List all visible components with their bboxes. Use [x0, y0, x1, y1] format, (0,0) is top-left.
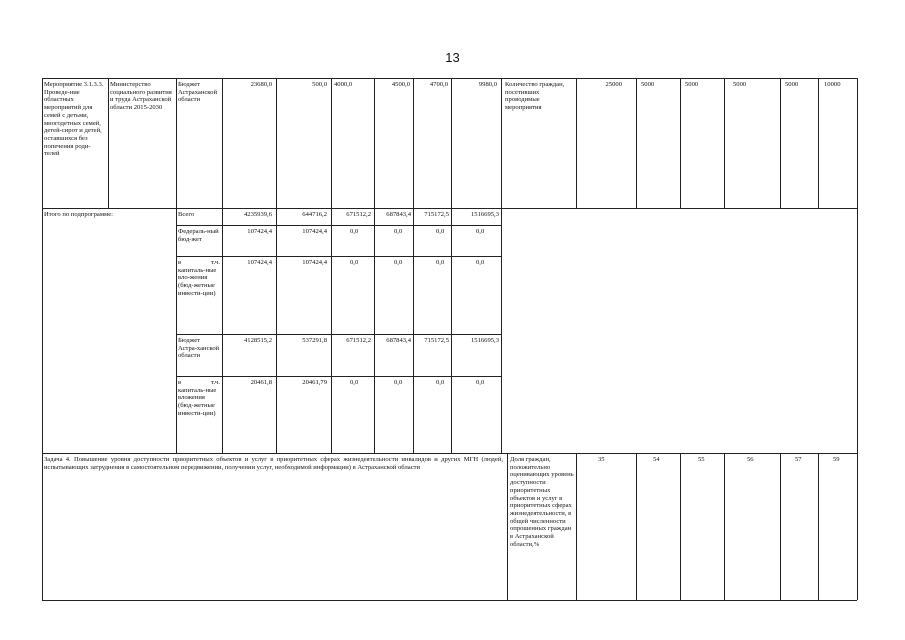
cell-value: 0,0 — [436, 259, 445, 266]
table-rule — [42, 78, 857, 79]
target-value: 55 — [698, 456, 705, 463]
cell-value: 671512,2 — [346, 337, 371, 344]
indicator-name: Количество граждан, посетивших проводимые мероприятия — [505, 81, 565, 112]
table-rule — [576, 453, 577, 600]
target-value: 10000 — [824, 81, 841, 88]
cell-value: 0,0 — [394, 379, 403, 386]
cell-value: 23680,0 — [250, 81, 272, 88]
target-value: 54 — [653, 456, 660, 463]
table-rule — [42, 453, 857, 454]
table-rule — [780, 78, 781, 208]
cell-value: 687843,4 — [386, 337, 411, 344]
table-rule — [176, 256, 501, 257]
page-number: 13 — [445, 50, 460, 65]
table-rule — [680, 78, 681, 208]
table-rule — [176, 78, 177, 453]
cell-value: 0,0 — [394, 259, 403, 266]
funding-source: Федераль-ный бюд-жет — [178, 228, 219, 243]
table-rule — [857, 78, 858, 600]
cell-value: 0,0 — [394, 228, 403, 235]
target-value: 5000 — [785, 81, 799, 88]
table-rule — [176, 376, 501, 377]
target-value: 56 — [747, 456, 754, 463]
cell-value: 107424,4 — [247, 228, 272, 235]
table-rule — [501, 78, 502, 453]
table-rule — [413, 78, 414, 453]
cell-value: 4700,0 — [429, 81, 448, 88]
table-rule — [176, 334, 501, 335]
table-rule — [724, 453, 725, 600]
cell-value: 687843,4 — [386, 211, 411, 218]
table-rule — [374, 78, 375, 453]
cell-value: 107424,4 — [247, 259, 272, 266]
table-rule — [680, 453, 681, 600]
cell-value: 644716,2 — [302, 211, 327, 218]
table-rule — [222, 78, 223, 453]
table-rule — [507, 453, 508, 600]
target-value: 57 — [795, 456, 802, 463]
cell-value: 20461,79 — [302, 379, 327, 386]
target-value: 35 — [598, 456, 605, 463]
funding-source: Всего — [178, 211, 195, 218]
cell-value: 715172,5 — [424, 337, 449, 344]
funding-source: в т.ч. капиталь-ные вло-жения (бюд-жетные инвести-ции) — [178, 259, 220, 297]
cell-value: 4128515,2 — [243, 337, 272, 344]
table-rule — [42, 208, 857, 209]
cell-value: 0,0 — [436, 379, 445, 386]
cell-value: 0,0 — [350, 259, 359, 266]
cell-value: 0,0 — [350, 228, 359, 235]
event-name: Мероприятие 3.1.3.3. Проведе-ние областных мероприятий для семей с детьми, многодетных семей, детей-сирот и детей, оставшихся без попечения роди-телей — [44, 81, 104, 158]
target-value: 25000 — [605, 81, 622, 88]
cell-value: 20461,8 — [250, 379, 272, 386]
table-rule — [780, 453, 781, 600]
cell-value: 4235939,6 — [243, 211, 272, 218]
table-rule — [576, 78, 577, 208]
cell-value: 500,0 — [312, 81, 327, 88]
cell-value: 1516695,3 — [470, 211, 499, 218]
table-rule — [724, 78, 725, 208]
cell-value: 107424,4 — [302, 228, 327, 235]
table-rule — [451, 78, 452, 453]
cell-value: 715172,5 — [424, 211, 449, 218]
cell-value: 0,0 — [476, 379, 485, 386]
cell-value: 0,0 — [476, 259, 485, 266]
table-rule — [176, 225, 501, 226]
cell-value: 671512,2 — [346, 211, 371, 218]
funding-source: Бюджет Астра-ханской области — [178, 337, 220, 360]
cell-value: 0,0 — [350, 379, 359, 386]
cell-value: 107424,4 — [302, 259, 327, 266]
table-rule — [636, 453, 637, 600]
task-description: Задача 4. Повышение уровня доступности приоритетных объектов и услуг в приоритетных сферах жизнедеятельности инвалидов и других МГН (людей, испытывающих затруднения в самостоятельном передвижении, получении услуг, необходимой информации) в Астраханской области — [44, 456, 503, 471]
table-rule — [42, 600, 857, 601]
executor: Министерство социального развития и труда Астраханской области 2015-2030 — [110, 81, 172, 112]
cell-value: 4500,0 — [391, 81, 410, 88]
cell-value: 4000,0 — [334, 81, 353, 88]
funding-source: в т.ч. капиталь-ные вложения (бюд-жетные инвести-ции) — [178, 379, 220, 417]
indicator-name: Доля граждан, положительно оценивающих уровень доступности приоритетных объектов и услуг в приоритетных сферах жизнедеятельности, в общей численности опрошенных граждан в Астраханской области,% — [510, 456, 574, 548]
target-value: 5000 — [685, 81, 699, 88]
funding-source: Бюджет Астраханской области — [178, 81, 217, 104]
total-label: Итого по подпрограмме: — [44, 211, 113, 218]
cell-value: 1516695,3 — [470, 337, 499, 344]
table-rule — [331, 78, 332, 453]
table-rule — [818, 453, 819, 600]
table-rule — [276, 78, 277, 453]
cell-value: 0,0 — [436, 228, 445, 235]
table-rule — [818, 78, 819, 208]
cell-value: 9980,0 — [478, 81, 497, 88]
table-rule — [108, 78, 109, 208]
target-value: 5000 — [733, 81, 747, 88]
cell-value: 0,0 — [476, 228, 485, 235]
cell-value: 537291,8 — [302, 337, 327, 344]
target-value: 5000 — [641, 81, 655, 88]
target-value: 59 — [833, 456, 840, 463]
table-rule — [42, 78, 43, 600]
table-rule — [636, 78, 637, 208]
